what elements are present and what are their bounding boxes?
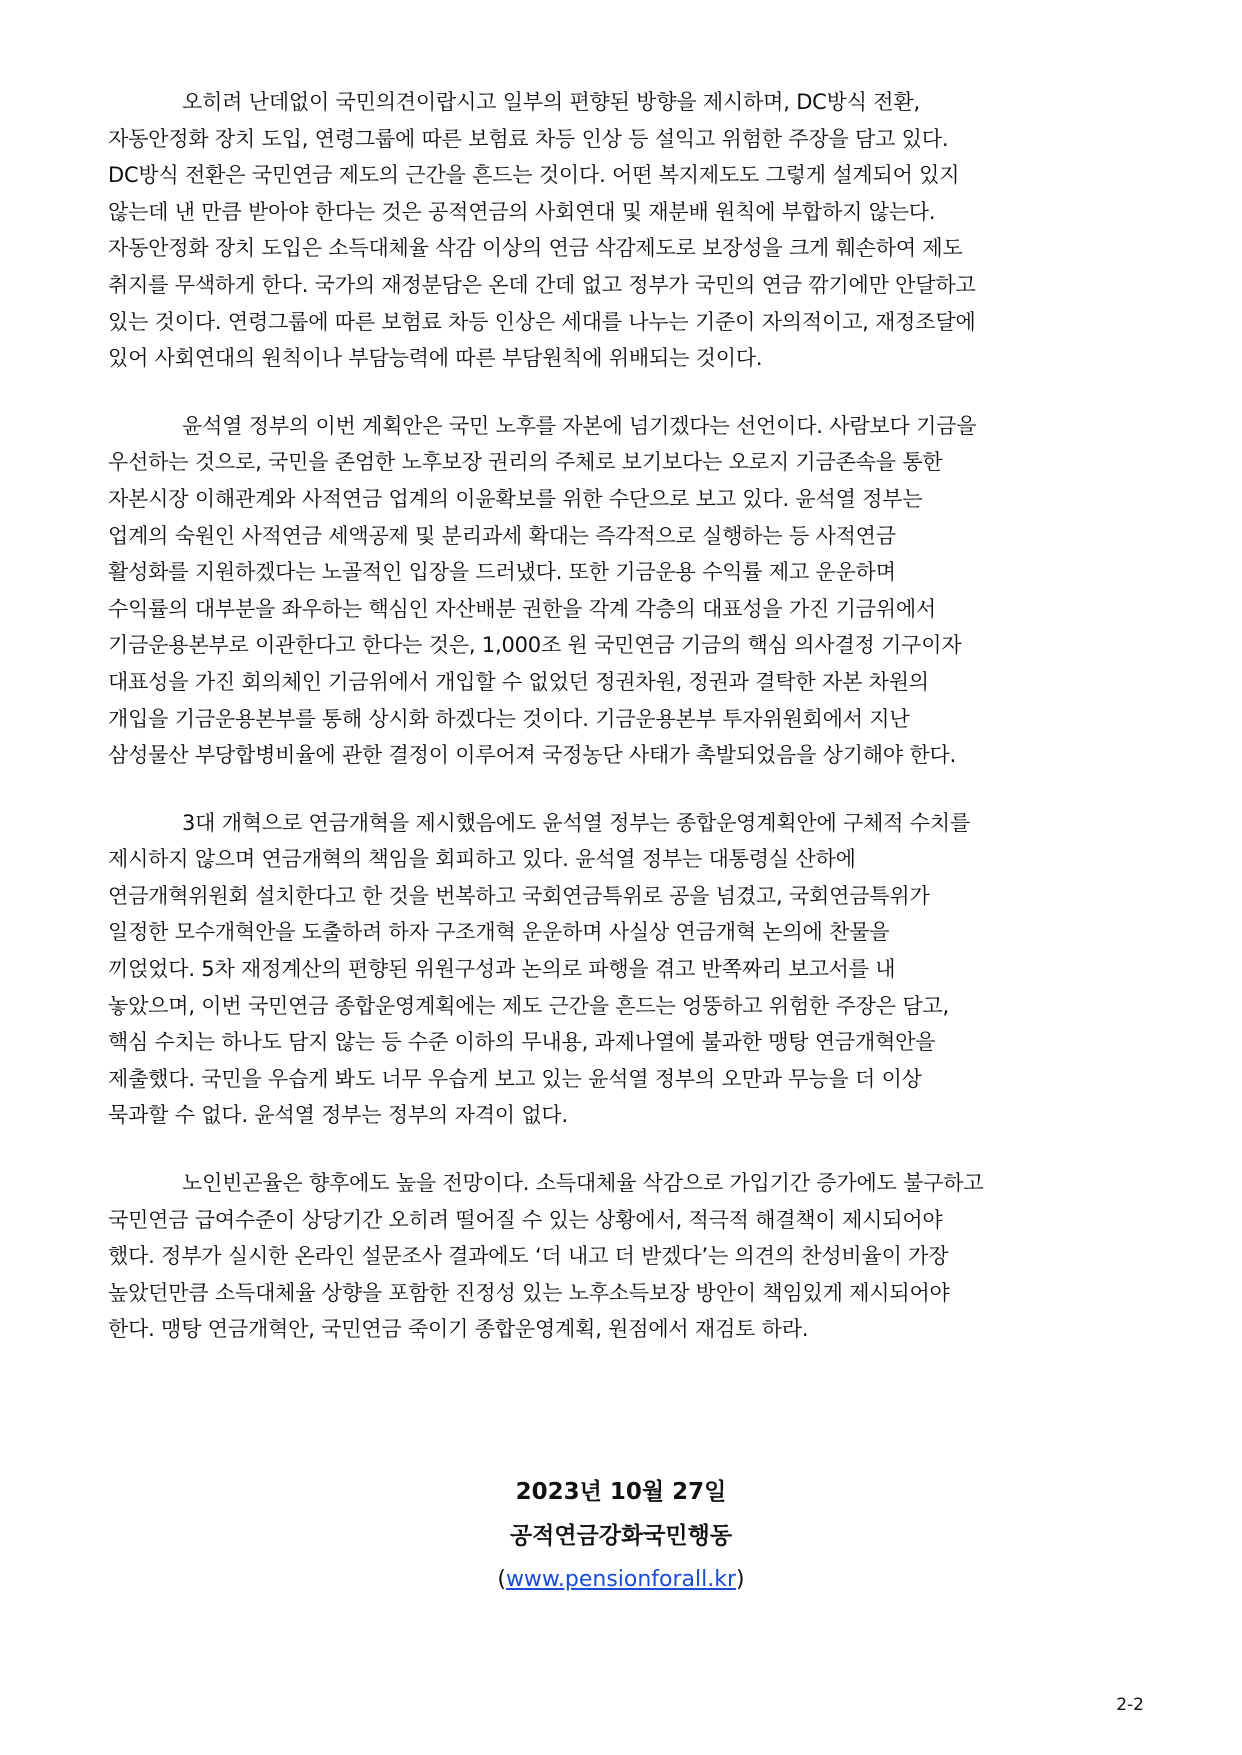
- text-line: 연금개혁위원회 설치한다고 한 것을 번복하고 국회연금특위로 공을 넘겼고, 국회연금특위가: [108, 883, 930, 908]
- text-line: 윤석열 정부의 이번 계획안은 국민 노후를 자본에 넘기겠다는 선언이다. 사람보다 기금을: [182, 413, 977, 438]
- text-line: 자동안정화 장치 도입, 연령그룹에 따른 보험료 차등 인상 등 설익고 위험한 주장을 담고 있다.: [108, 126, 949, 151]
- paren-close: ): [736, 1567, 745, 1592]
- text-line: 제출했다. 국민을 우습게 봐도 너무 우습게 보고 있는 윤석열 정부의 오만과 무능을 더 이상: [108, 1066, 922, 1091]
- text-line: 않는데 낸 만큼 받아야 한다는 것은 공적연금의 사회연대 및 재분배 원칙에 부합하지 않는다.: [108, 199, 936, 224]
- statement-closing: [0, 1470, 1242, 1602]
- organization-name: 공적연금강화국민행동: [509, 1523, 733, 1549]
- text-line: 수익률의 대부분을 좌우하는 핵심인 자산배분 권한을 각계 각층의 대표성을 가진 기금위에서: [108, 596, 937, 621]
- text-line: 자동안정화 장치 도입은 소득대체율 삭감 이상의 연금 삭감제도로 보장성을 크게 훼손하여 제도: [108, 236, 963, 261]
- text-line: 핵심 수치는 하나도 담지 않는 등 수준 이하의 무내용, 과제나열에 불과한 맹탕 연금개혁안을: [108, 1030, 936, 1055]
- text-line: 높았던만큼 소득대체율 상향을 포함한 진정성 있는 노후소득보장 방안이 책임있게 제시되어야: [108, 1280, 950, 1305]
- text-line: 노인빈곤율은 향후에도 높을 전망이다. 소득대체율 삭감으로 가입기간 증가에도 불구하고: [182, 1171, 984, 1196]
- website-line: [0, 1558, 1242, 1602]
- paragraph-fund-management: [108, 408, 1148, 774]
- text-line: 묵과할 수 없다. 윤석열 정부는 정부의 자격이 없다.: [108, 1103, 568, 1128]
- text-line: DC방식 전환은 국민연금 제도의 근간을 흔드는 것이다. 어떤 복지제도도 그렇게 설계되어 있지: [108, 163, 960, 188]
- text-line: 끼얹었다. 5차 재정계산의 편향된 위원구성과 논의로 파행을 겪고 반쪽짜리 보고서를 내: [108, 957, 896, 982]
- text-line: 오히려 난데없이 국민의견이랍시고 일부의 편향된 방향을 제시하며, DC방식 전환,: [182, 90, 920, 114]
- text-line: 놓았으며, 이번 국민연금 종합운영계획에는 제도 근간을 흔드는 엉뚱하고 위험한 주장은 담고,: [108, 993, 949, 1018]
- statement-body: [108, 84, 1148, 1379]
- text-line: 기금운용본부로 이관한다고 한다는 것은, 1,000조 원 국민연금 기금의 핵심 의사결정 기구이자: [108, 633, 962, 658]
- paragraph-elderly-poverty: [108, 1165, 1148, 1348]
- website-link[interactable]: www.pensionforall.kr: [505, 1567, 737, 1592]
- text-line: 3대 개혁으로 연금개혁을 제시했음에도 윤석열 정부는 종합운영계획안에 구체적 수치를: [182, 810, 971, 835]
- text-line: 한다. 맹탕 연금개혁안, 국민연금 죽이기 종합운영계획, 원점에서 재검토 하라.: [108, 1317, 809, 1342]
- text-line: 업계의 숙원인 사적연금 세액공제 및 분리과세 확대는 즉각적으로 실행하는 등 사적연금: [108, 523, 896, 548]
- text-line: 삼성물산 부당합병비율에 관한 결정이 이루어져 국정농단 사태가 촉발되었음을 상기해야 한다.: [108, 743, 957, 768]
- statement-date: 2023년 10월 27일: [515, 1479, 727, 1505]
- paragraph-reform-responsibility: [108, 805, 1148, 1134]
- page-number: 2-2: [1116, 1695, 1144, 1715]
- text-line: 자본시장 이해관계와 사적연금 업계의 이윤확보를 위한 수단으로 보고 있다. 윤석열 정부는: [108, 486, 923, 511]
- text-line: 국민연금 급여수준이 상당기간 오히려 떨어질 수 있는 상황에서, 적극적 해결책이 제시되어야: [108, 1207, 943, 1232]
- text-line: 했다. 정부가 실시한 온라인 설문조사 결과에도 ‘더 내고 더 받겠다’는 의견의 찬성비율이 가장: [108, 1244, 949, 1269]
- text-line: 개입을 기금운용본부를 통해 상시화 하겠다는 것이다. 기금운용본부 투자위원회에서 지난: [108, 706, 910, 731]
- text-line: 대표성을 가진 회의체인 기금위에서 개입할 수 없었던 정권차원, 정권과 결탁한 자본 차원의: [108, 669, 929, 694]
- text-line: 우선하는 것으로, 국민을 존엄한 노후보장 권리의 주체로 보기보다는 오로지 기금존속을 통한: [108, 450, 943, 475]
- text-line: 취지를 무색하게 한다. 국가의 재정분담은 온데 간데 없고 정부가 국민의 연금 깎기에만 안달하고: [108, 272, 976, 297]
- text-line: 제시하지 않으며 연금개혁의 책임을 회피하고 있다. 윤석열 정부는 대통령실 산하에: [108, 847, 856, 872]
- paren-open: (: [497, 1567, 506, 1592]
- text-line: 활성화를 지원하겠다는 노골적인 입장을 드러냈다. 또한 기금운용 수익률 제고 운운하며: [108, 560, 896, 585]
- text-line: 있는 것이다. 연령그룹에 따른 보험료 차등 인상은 세대를 나누는 기준이 자의적이고, 재정조달에: [108, 309, 976, 334]
- paragraph-criticism-of-proposals: [108, 84, 1148, 377]
- text-line: 일정한 모수개혁안을 도출하려 하자 구조개혁 운운하며 사실상 연금개혁 논의에 찬물을: [108, 920, 890, 945]
- text-line: 있어 사회연대의 원칙이나 부담능력에 따른 부담원칙에 위배되는 것이다.: [108, 346, 763, 371]
